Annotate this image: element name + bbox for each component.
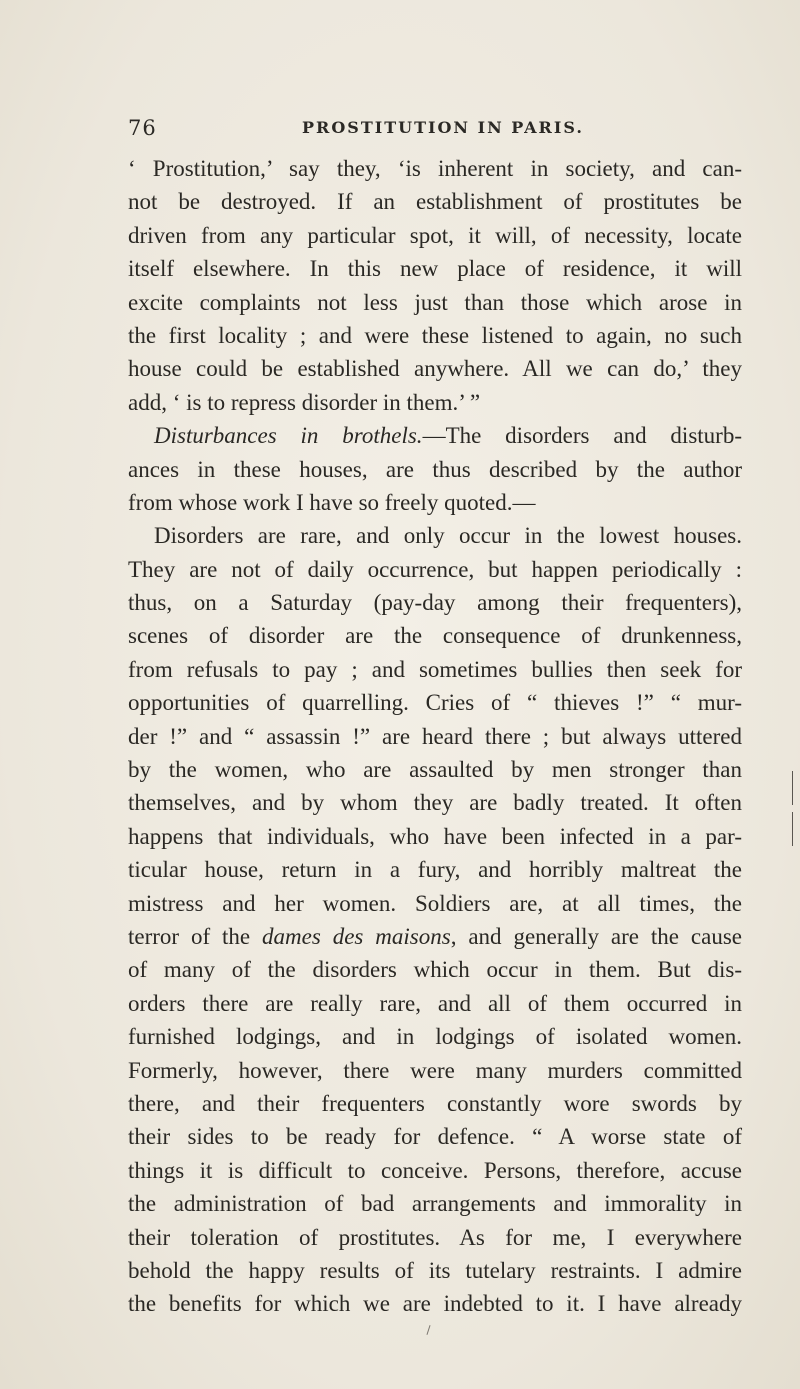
text-line: their sides to be ready for defence. “ A worse state of [128, 1124, 742, 1150]
text-line: the first locality ; and were these listened to again, no such [128, 322, 742, 348]
text-fragment: terror of the [128, 923, 263, 949]
page-number: 76 [128, 116, 157, 140]
text-line: furnished lodgings, and in lodgings of isolated women. [128, 1024, 742, 1050]
text-line: from refusals to pay ; and sometimes bullies then seek for [128, 656, 742, 682]
text-line: add, ‘ is to repress disorder in them.’ ” [128, 389, 481, 415]
text-line: things it is difficult to conceive. Persons, therefore, accuse [128, 1157, 742, 1183]
text-line: the administration of bad arrangements and immorality in [128, 1191, 742, 1217]
text-line: ‘ Prostitution,’ say they, ‘is inherent in society, and can- [128, 156, 742, 181]
italic-phrase: dames des maisons [262, 923, 451, 949]
text-line: by the women, who are assaulted by men stronger than [128, 757, 742, 783]
text-line: orders there are really rare, and all of them occurred in [128, 990, 742, 1016]
text-line: They are not of daily occurrence, but happen periodically : [128, 556, 742, 582]
text-line: their toleration of prostitutes. As for me, I everywhere [128, 1224, 742, 1250]
text-line: not be destroyed. If an establishment of prostitutes be [128, 189, 742, 215]
text-line: scenes of disorder are the consequence of drunkenness, [128, 623, 742, 649]
text-line: excite complaints not less just than those which arose in [128, 289, 742, 315]
body-text [128, 152, 742, 1321]
text-line: driven from any particular spot, it will, of necessity, locate [128, 222, 742, 248]
text-line: opportunities of quarrelling. Cries of “ thieves !” “ mur- [128, 690, 742, 716]
text-line: thus, on a Saturday (pay-day among their frequenters), [128, 590, 742, 616]
text-line: behold the happy results of its tutelary restraints. I admire [128, 1257, 742, 1283]
text-line: of many of the disorders which occur in them. But dis- [128, 957, 742, 983]
text-line: happens that individuals, who have been infected in a par- [128, 823, 742, 849]
page-edge-mark [792, 812, 793, 846]
text-line: der !” and “ assassin !” are heard there ; but always uttered [128, 723, 742, 749]
text-line: Disorders are rare, and only occur in the lowest houses. [154, 523, 742, 549]
running-head: PROSTITUTION IN PARIS. [302, 118, 584, 137]
page-edge-mark [792, 771, 793, 805]
text-line: from whose work I have so freely quoted.— [128, 489, 536, 515]
ink-speck [426, 1325, 430, 1335]
section-heading: Disturbances in brothels. [154, 423, 423, 449]
text-line: house could be established anywhere. All we can do,’ they [128, 356, 742, 382]
text-line [128, 920, 742, 953]
text-line: there, and their frequenters constantly wore swords by [128, 1090, 742, 1116]
text-line: themselves, and by whom they are badly treated. It often [128, 790, 742, 816]
text-line: mistress and her women. Soldiers are, at all times, the [128, 890, 742, 916]
section-paragraph-start [128, 419, 742, 452]
text-line: itself elsewhere. In this new place of residence, it will [128, 256, 742, 282]
text-line: ticular house, return in a fury, and horribly maltreat the [128, 857, 742, 883]
text-line: ances in these houses, are thus described by the author [128, 456, 742, 482]
text-fragment: , and generally are the cause [450, 923, 742, 949]
page-header [128, 116, 742, 148]
text-fragment: —The disorders and disturb- [422, 423, 742, 449]
text-line: the benefits for which we are indebted to it. I have already [128, 1291, 742, 1317]
text-line: Formerly, however, there were many murders committed [128, 1057, 742, 1083]
